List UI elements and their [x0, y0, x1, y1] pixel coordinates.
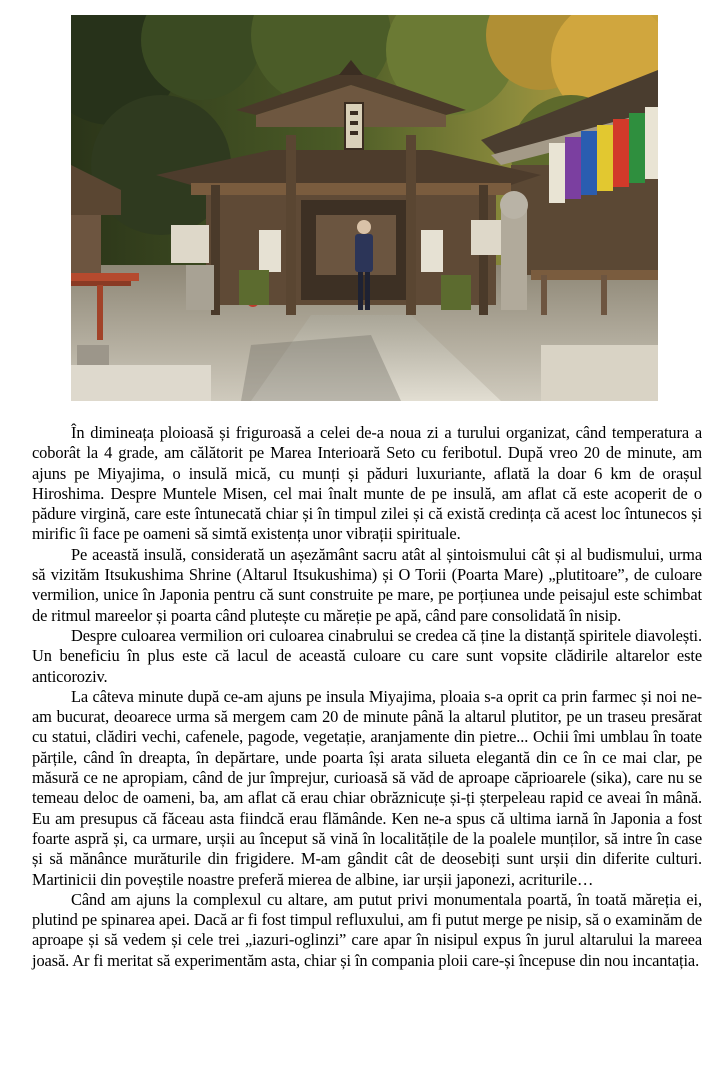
- paragraph-2: Pe această insulă, considerată un așezământ sacru atât al șintoismului cât și al budismului, urma să vizităm Itsukushima Shrine (Altarul Itsukushima) și O Torii (Poarta Mare) „plutitoare”, de culoare vermilion, unice în Japonia pentru că sunt construite pe mare, pe porțiunea unde peisajul este schimbat de ritmul mareelor și poarta când plutește cu măreție pe apă, când pare consolidată în nisip.: [32, 544, 702, 625]
- paragraph-4: La câteva minute după ce-am ajuns pe insula Miyajima, ploaia s-a oprit ca prin farmec și noi ne-am bucurat, deoarece urma să mergem cam 20 de minute până la altarul plutitor, pe un traseu presărat cu statui, clădiri vechi, cafenele, pagode, vegetație, aranjamente din pietre... Ochii îmi umblau în toate părțile, când în dreapta, în depărtare, unde poarta își arata silueta elegantă din ce în ce mai clar, pe măsură ce ne apropiam, când de jur împrejur, curioasă să văd de aproape căprioarele (sika), care nu se temeau deloc de oameni, ba, am aflat că erau chiar obrăznicuțe și-ți șterpeleau rapid ce aveai în mână. Eu am presupus că făceau asta fiindcă erau flămânde. Ken ne-a spus că ultima iarnă în Japonia a fost foarte aspră și, ca urmare, urșii au început să vină în localitățile de la poalele munților, să intre în case și să mănânce murăturile din frigidere. M-am gândit cât de deosebiți sunt urșii din diferite culturi. Martinicii din poveștile noastre preferă mierea de albine, iar urșii japonezi, acriturile…: [32, 686, 702, 889]
- paragraph-1: În dimineața ploioasă și friguroasă a celei de-a noua zi a turului organizat, când temperatura a coborât la 4 grade, am călătorit pe Marea Interioară Seto cu feribotul. După vreo 20 de minute, am ajuns pe Miyajima, o insulă mică, cu munți și păduri luxuriante, aflată la doar 6 km de orașul Hiroshima. Despre Muntele Misen, cel mai înalt munte de pe insulă, am aflat că este acoperit de o pădure virgină, care este întunecată chiar și în timpul zilei și că există credința că acest loc întunecos și mirific îi face pe oameni să simtă existența unor vibrații spirituale.: [32, 423, 702, 544]
- paragraph-5: Când am ajuns la complexul cu altare, am putut privi monumentala poartă, în toată măreția ei, plutind pe spinarea apei. Dacă ar fi fost timpul refluxului, am fi putut merge pe nisip, să o examinăm de aproape și să vedem și cele trei „iazuri-oglinzi” care apar în nisipul expus în jurul altarului la mareea joasă. Ar fi meritat să experimentăm asta, chiar și în compania ploii care-și începuse din nou incantația.: [32, 889, 702, 970]
- article-text: [32, 423, 702, 971]
- paragraph-3: Despre culoarea vermilion ori culoarea cinabrului se credea că ține la distanță spiritele diavolești. Un beneficiu în plus este că lacul de această culoare cu care sunt vopsite clădirile altarelor este anticoroziv.: [32, 625, 702, 686]
- shrine-photo: [71, 15, 658, 401]
